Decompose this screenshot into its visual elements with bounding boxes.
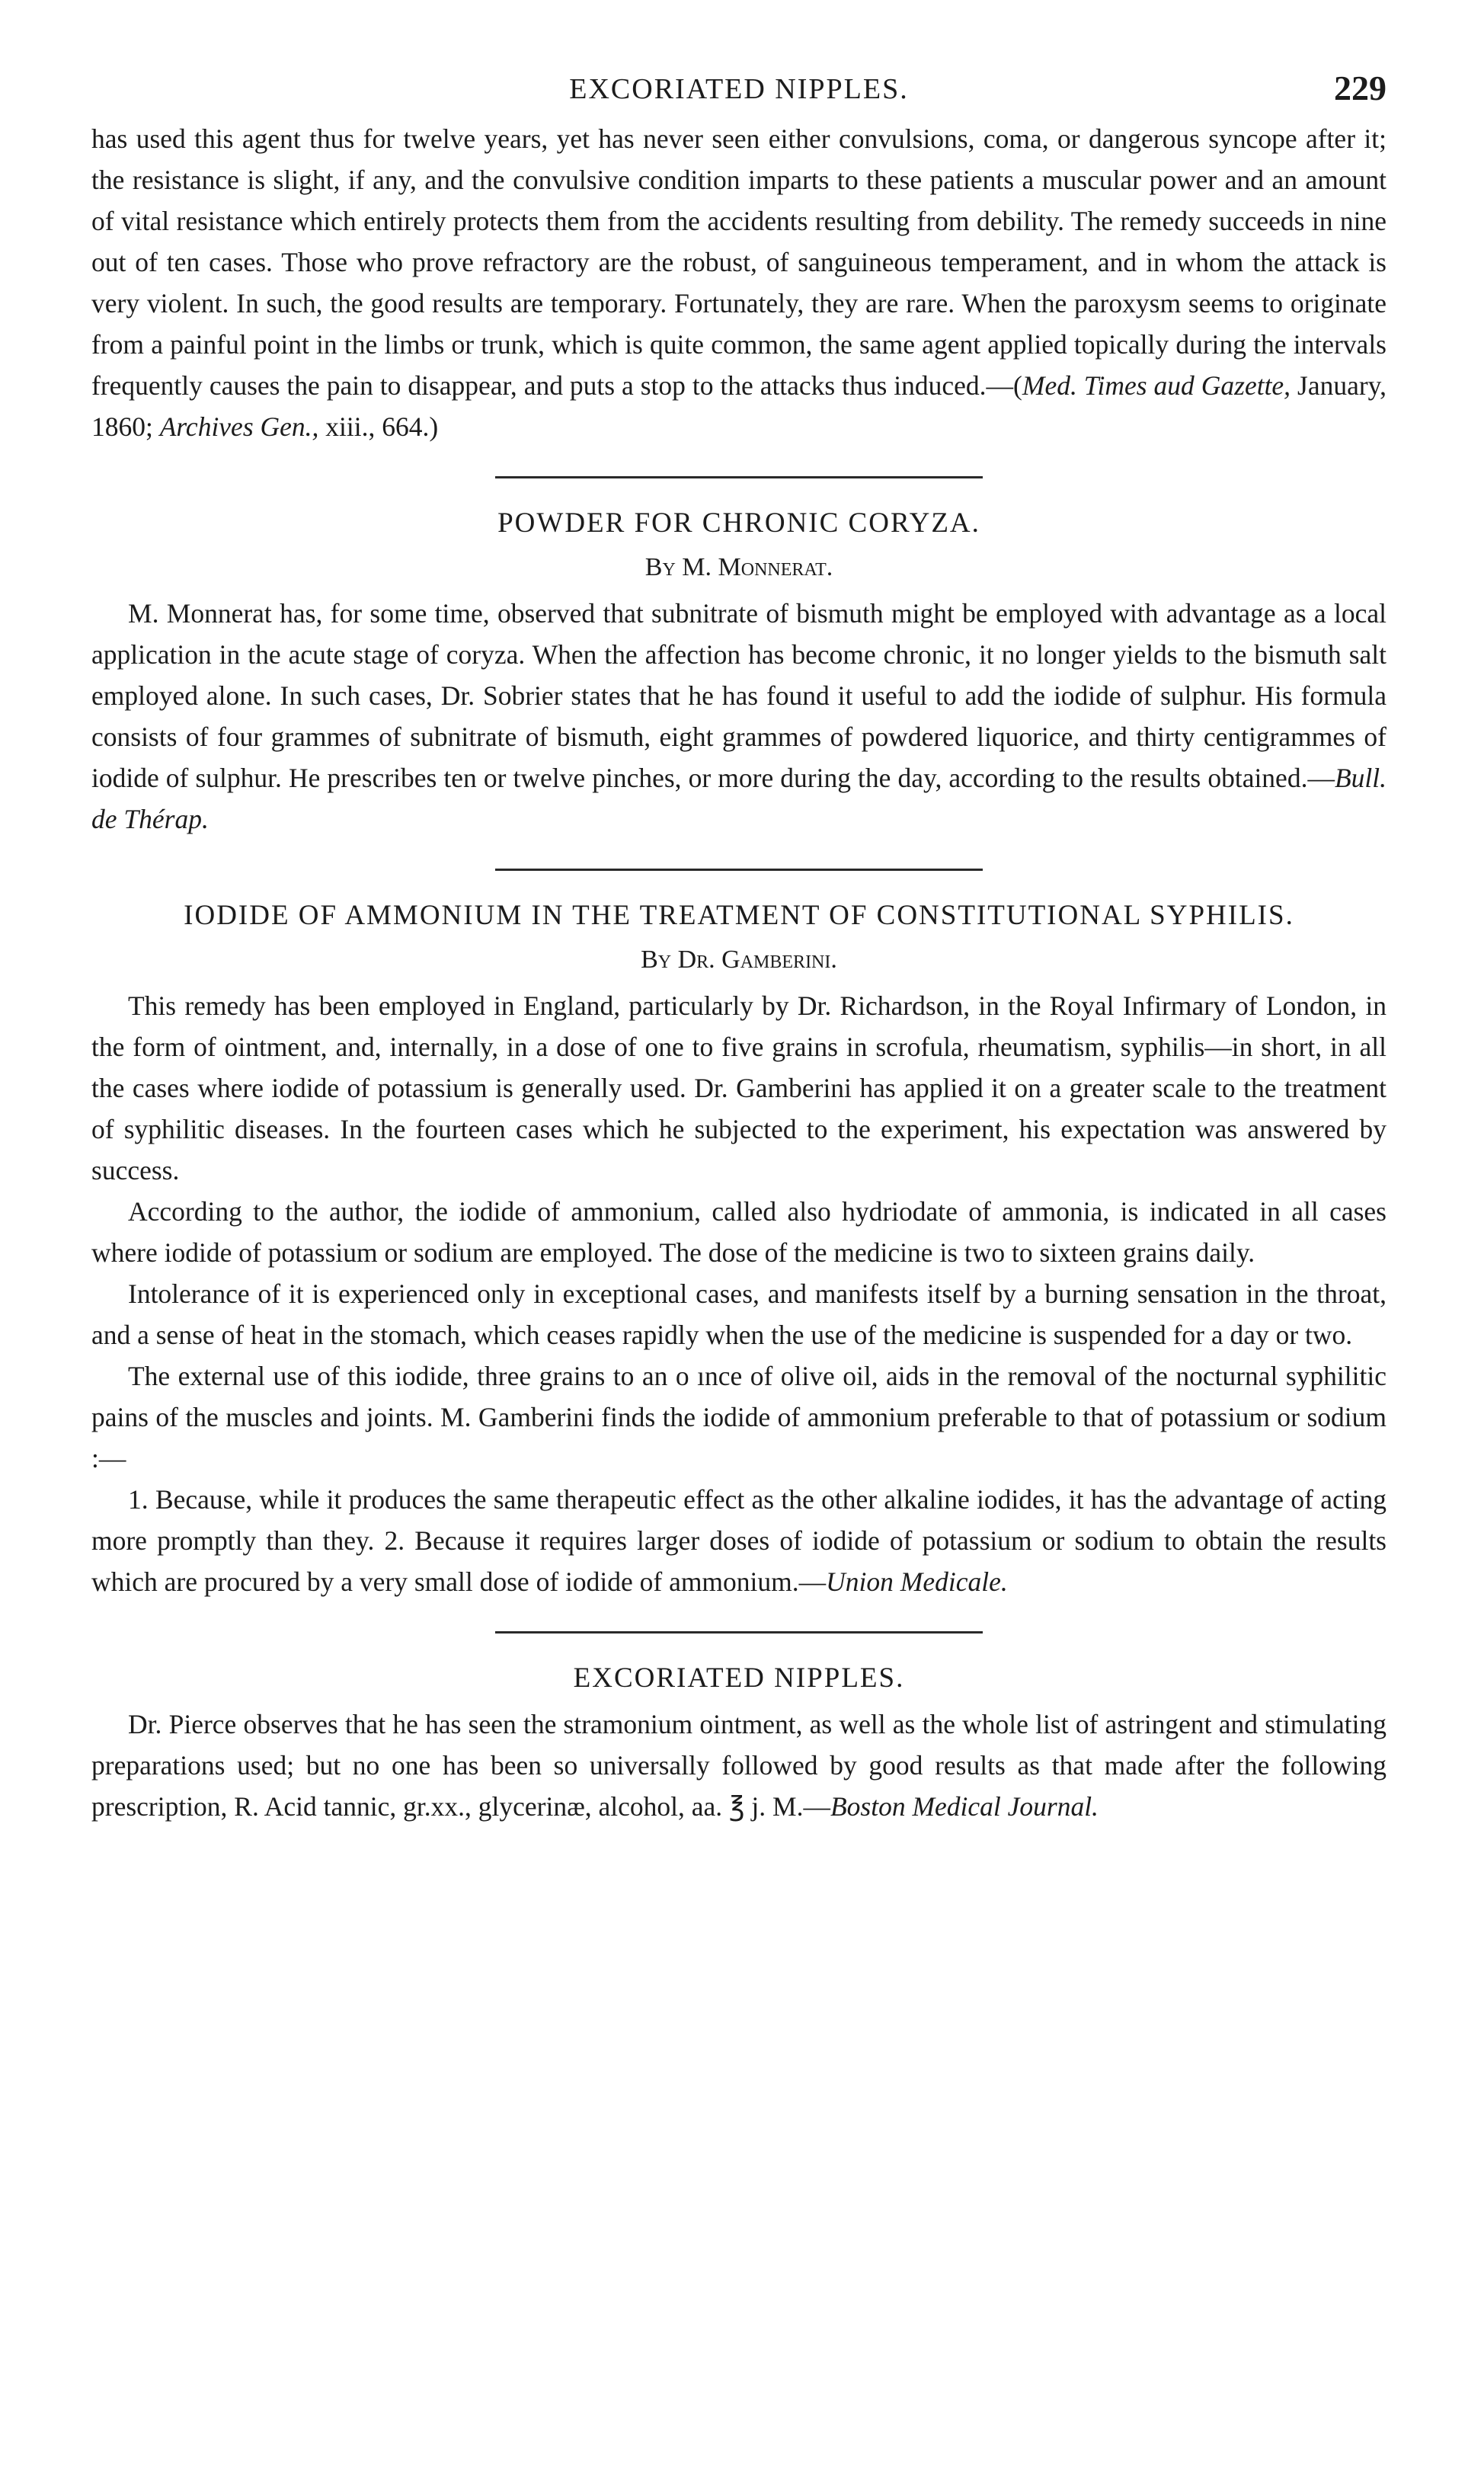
- section-title-coryza: POWDER FOR CHRONIC CORYZA.: [497, 507, 980, 539]
- iodide-reasons-text: 1. Because, while it produces the same therapeutic effect as the other alkaline iodides, it has the advantage of acting more promptly than they. 2. Because it requires larger doses of iodide of potassium or sodium to obtain the results which are procured by a very small dose of iodide of ammonium.—: [91, 1484, 1386, 1597]
- continuation-end: xiii., 664.): [318, 411, 439, 442]
- section-divider: [495, 869, 983, 871]
- continuation-paragraph: [91, 118, 1386, 447]
- continuation-text: has used this agent thus for twelve years, yet has never seen either convulsions, coma, or dangerous syncope after it; the resistance is slight, if any, and the convulsive condition imparts to these patients a muscular power and an amount of vital resistance which entirely protects them from the accidents resulting from debility. The remedy succeeds in nine out of ten cases. Those who prove refractory are the robust, of sanguineous temperament, and in whom the attack is very violent. In such, the good results are temporary. Fortunately, they are rare. When the paroxysm seems to originate from a painful point in the limbs or trunk, which is quite common, the same agent applied topically during the intervals frequently causes the pain to disappear, and puts a stop to the attacks thus induced.—(: [91, 123, 1386, 401]
- iodide-paragraph-3: Intolerance of it is experienced only in exceptional cases, and manifests itself by a burning sensation in the throat, and a sense of heat in the stomach, which ceases rapidly when the use of the medicine is suspended for a day or two.: [91, 1278, 1386, 1350]
- citation-archives: Archives Gen.,: [159, 411, 319, 442]
- coryza-paragraph: [91, 593, 1386, 840]
- book-page: [91, 69, 1386, 1827]
- nipples-paragraph: [91, 1704, 1386, 1827]
- section-divider: [495, 476, 983, 478]
- iodide-paragraph-2: According to the author, the iodide of ammonium, called also hydriodate of ammonia, is indicated in all cases where iodide of potassium or sodium are employed. The dose of the medicine is two to sixteen grains daily.: [91, 1196, 1386, 1268]
- iodide-paragraph-4: The external use of this iodide, three grains to an o ınce of olive oil, aids in the removal of the nocturnal syphilitic pains of the muscles and joints. M. Gamberini finds the iodide of ammonium preferable to that of potassium or sodium :—: [91, 1361, 1386, 1473]
- iodide-paragraph-1: This remedy has been employed in England, particularly by Dr. Richardson, in the Royal Infirmary of London, in the form of ointment, and, internally, in a dose of one to five grains in scrofula, rheumatism, syphilis—in short, in all the cases where iodide of potassium is generally used. Dr. Gamberini has applied it on a greater scale to the treatment of syphilitic diseases. In the fourteen cases which he subjected to the experiment, his expectation was answered by success.: [91, 990, 1386, 1186]
- byline-gamberini: By Dr. Gamberini.: [641, 946, 837, 974]
- section-title-iodide: IODIDE OF AMMONIUM IN THE TREATMENT OF CONSTITUTIONAL SYPHILIS.: [184, 900, 1294, 931]
- continuation-date: January, 1860;: [91, 370, 1386, 442]
- citation-union-medicale: Union Medicale.: [826, 1566, 1008, 1597]
- page-number: 229: [1334, 69, 1386, 107]
- iodide-paragraph-5: [91, 1479, 1386, 1602]
- section-divider: [495, 1631, 983, 1633]
- section-title-nipples: EXCORIATED NIPPLES.: [573, 1662, 905, 1694]
- citation-bull-therap: Bull. de Thérap.: [91, 763, 1386, 834]
- byline-monnerat: By M. Monnerat.: [644, 553, 833, 581]
- citation-boston-journal: Boston Medical Journal.: [830, 1791, 1099, 1822]
- running-head: [91, 69, 1386, 118]
- nipples-text: Dr. Pierce observes that he has seen the stramonium ointment, as well as the whole list of astringent and stimulating preparations used; but no one has been so universally followed by good results as that made after the following prescription, R. Acid tannic, gr.xx., glycerinæ, alcohol, aa. ℥ j. M.—: [91, 1709, 1386, 1822]
- coryza-text: M. Monnerat has, for some time, observed that subnitrate of bismuth might be employed with advantage as a local application in the acute stage of coryza. When the affection has become chronic, it no longer yields to the bismuth salt employed alone. In such cases, Dr. Sobrier states that he has found it useful to add the iodide of sulphur. His formula consists of four grammes of subnitrate of bismuth, eight grammes of powdered liquorice, and thirty centigrammes of iodide of sulphur. He prescribes ten or twelve pinches, or more during the day, according to the results obtained.—: [91, 598, 1386, 793]
- citation-times-gazette: Med. Times aud Gazette,: [1022, 370, 1291, 401]
- running-title: EXCORIATED NIPPLES.: [569, 73, 909, 105]
